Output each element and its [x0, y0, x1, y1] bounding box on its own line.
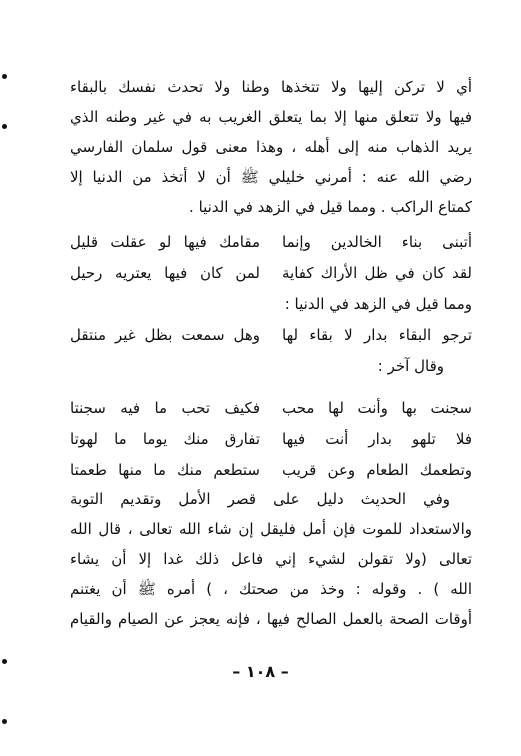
verse-row: [70, 455, 472, 486]
paragraph-line: أي لا تركن إليها ولا تتخذها وطنا ولا تحدث نفسك بالبقاء: [70, 78, 472, 96]
verse-row: [70, 320, 472, 351]
section-heading: وقال آخر :: [377, 357, 444, 375]
paragraph-line: رضي الله عنه : أمرني خليلي ﷺ أن لا أتخذ من الدنيا إلا: [70, 168, 472, 186]
paragraph-line: فيها ولا تتعلق منها إلا بما يتعلق الغريب به في غير وطنه الذي: [70, 108, 472, 126]
paragraph-line: وفي الحديث دليل على قصر الأمل وتقديم التوبة: [70, 490, 450, 508]
page-number: – ١٠٨ –: [232, 662, 289, 681]
margin-mark-upper: [2, 124, 7, 129]
opening-paragraph: [70, 72, 472, 222]
verse-second-hemistich: ستطعم منك ما منها طعمتا: [70, 461, 260, 479]
paragraph-line: يريد الذهاب منه إلى أهله ، وهذا معنى قول سلمان الفارسي: [70, 138, 472, 156]
poem-three: [70, 393, 472, 486]
verse-first-hemistich: وتطعمك الطعام وعن قريب: [282, 461, 472, 479]
verse-second-hemistich: تفارق منك يوما ما لهوتا: [70, 430, 260, 448]
paragraph-line: أوقات الصحة بالعمل الصالح فيها ، فإنه يعجز عن الصيام والقيام: [70, 610, 472, 628]
poem-two: [70, 320, 472, 382]
verse-row: [70, 424, 472, 455]
paragraph-line: والاستعداد للموت فإن أمل فليقل إن شاء الله تعالى ، قال الله: [70, 520, 472, 538]
section-heading: ومما قيل في الزهد في الدنيا :: [284, 295, 472, 313]
poem-one: [70, 227, 472, 320]
verse-row: [70, 393, 472, 424]
verse-first-hemistich: لقد كان في ظل الأراك كفاية: [282, 264, 472, 282]
paragraph-line: تعالى (ولا تقولن لشيء إني فاعل ذلك غدا إلا أن يشاء: [70, 550, 472, 568]
paragraph-line: الله ) . وقوله : وخذ من صحتك ، ) أمره ﷺ أن يغتنم: [70, 580, 472, 598]
paragraph-line: كمتاع الراكب . ومما قيل في الزهد في الدنيا .: [189, 198, 472, 216]
verse-second-hemistich: لمن كان فيها يعتريه رحيل: [70, 264, 260, 282]
verse-first-hemistich: سجنت بها وأنت لها محب: [282, 399, 472, 417]
closing-paragraph: [70, 484, 472, 634]
verse-first-hemistich: فلا تلهو بدار أنت فيها: [282, 430, 472, 448]
verse-row: [70, 227, 472, 258]
verse-second-hemistich: وهل سمعت بظل غير منتقل: [70, 326, 260, 344]
verse-first-hemistich: ترجو البقاء بدار لا بقاء لها: [282, 326, 472, 344]
verse-second-hemistich: مقامك فيها لو عقلت قليل: [70, 233, 260, 251]
margin-mark-top: [2, 74, 7, 79]
verse-second-hemistich: فكيف تحب ما فيه سجنتا: [70, 399, 260, 417]
verse-row: [70, 258, 472, 289]
margin-mark-bottom: [2, 719, 7, 724]
verse-first-hemistich: أتبنى بناء الخالدين وإنما: [282, 233, 472, 251]
